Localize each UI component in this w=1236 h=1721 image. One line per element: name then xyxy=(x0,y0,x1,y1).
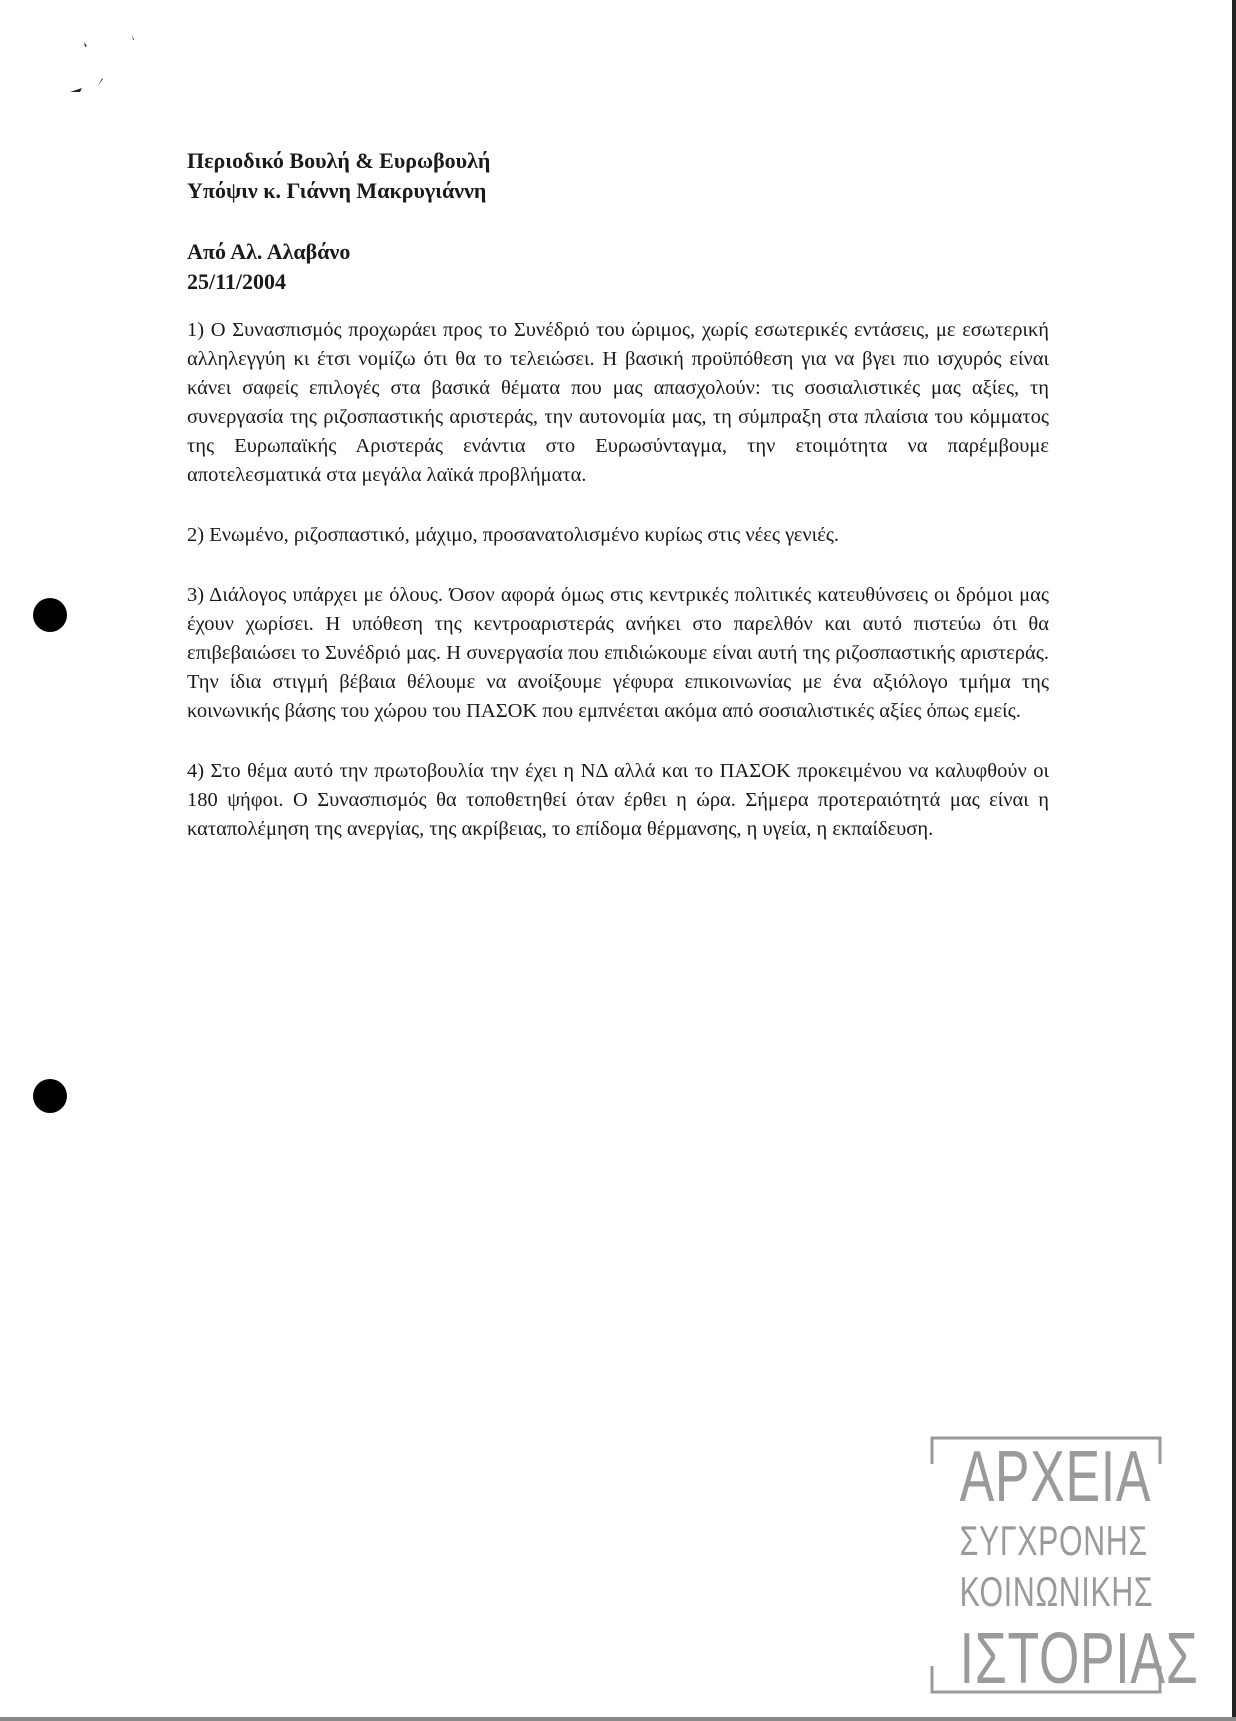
punch-hole-top xyxy=(33,598,67,632)
stamp-line-archives: ΑΡΧΕΙΑ xyxy=(959,1437,1152,1517)
answer-paragraph-4: 4) Στο θέμα αυτό την πρωτοβουλία την έχει η ΝΔ αλλά και το ΠΑΣΟΚ προκειμένου να καλυφθούν οι 180 ψήφοι. Ο Συνασπισμός θα τοποθετηθεί όταν έρθει η ώρα. Σήμερα προτεραιότητά μας είναι η καταπολέμηση της ανεργίας, της ακρίβειας, το επίδομα θέρμανσης, η υγεία, η εκπαίδευση. xyxy=(187,760,1049,840)
stamp-line-social: ΚΟΙΝΩΝΙΚΗΣ xyxy=(959,1568,1154,1615)
scan-specks xyxy=(70,30,170,100)
punch-hole-bottom xyxy=(33,1079,67,1113)
sender-line: Από Αλ. Αλαβάνο xyxy=(187,239,351,264)
answer-paragraph-1: 1) Ο Συνασπισμός προχωράει προς το Συνέδριό του ώριμος, χωρίς εσωτερικές εντάσεις, με εσωτερική αλληλεγγύη κι έτσι νομίζω ότι θα το τελειώσει. Η βασική προϋπόθεση για να βγει πιο ισχυρός είναι κάνει σαφείς επιλογές στα βασικά θέματα που μας απασχολούν: τις σοσιαλιστικές μας αξίες, τη συνεργασία της ριζοσπαστικής αριστεράς, την αυτονομία μας, τη σύμπραξη στα πλαίσια του κόμματος της Ευρωπαϊκής Αριστεράς ενάντια στο Ευρωσύνταγμα, την ετοιμότητα να παρέμβουμε αποτελεσματικά στα μεγάλα λαϊκά προβλήματα. xyxy=(187,319,1049,486)
stamp-line-history: ΙΣΤΟΡΙΑΣ xyxy=(959,1619,1199,1699)
recipient-person: Υπόψιν κ. Γιάννη Μακρυγιάννη xyxy=(187,178,487,203)
stamp-line-contemporary: ΣΥΓΧΡΟΝΗΣ xyxy=(959,1517,1148,1564)
letter-body xyxy=(187,316,1049,875)
answer-paragraph-3: 3) Διάλογος υπάρχει με όλους. Όσον αφορά όμως στις κεντρικές πολιτικές κατευθύνσεις οι δρόμοι μας έχουν χωρίσει. Η υπόθεση της κεντροαριστεράς ανήκει στο παρελθόν και αυτό πιστεύω ότι θα επιβεβαιώσει το Συνέδριό μας. Η συνεργασία που επιδιώκουμε είναι αυτή της ριζοσπαστικής αριστεράς. Την ίδια στιγμή βέβαια θέλουμε να ανοίξουμε γέφυρα επικοινωνίας με ένα αξιόλογο τμήμα της κοινωνικής βάσης του χώρου του ΠΑΣΟΚ που εμπνέεται ακόμα από σοσιαλιστικές αξίες όπως εμείς. xyxy=(187,584,1049,722)
scan-edge-right xyxy=(1232,0,1236,1721)
scan-edge-bottom xyxy=(0,1717,1236,1721)
letter-header xyxy=(187,146,1087,297)
answer-paragraph-2: 2) Ενωμένο, ριζοσπαστικό, μάχιμο, προσανατολισμένο κυρίως στις νέες γενιές. xyxy=(187,524,840,546)
recipient-publication: Περιοδικό Βουλή & Ευρωβουλή xyxy=(187,148,491,173)
archive-stamp xyxy=(926,1434,1199,1699)
letter-date: 25/11/2004 xyxy=(187,269,287,294)
